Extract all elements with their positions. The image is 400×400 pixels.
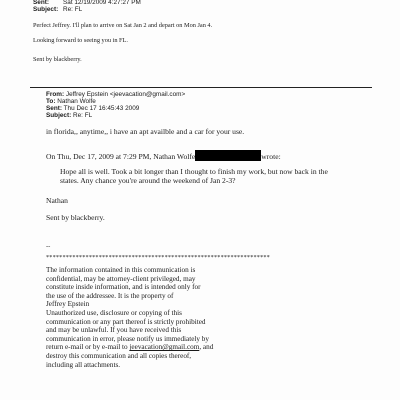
- notice-return-line: [46, 343, 213, 352]
- notice-line: and may be unlawful. If you have received this: [46, 326, 182, 335]
- reply-body: in florida,, anytime,, i have an apt availble and a car for your use.: [46, 127, 245, 136]
- top-sent-value: Sat 12/19/2009 4:27:27 PM: [63, 0, 141, 6]
- quote-intro-before: On Thu, Dec 17, 2009 at 7:29 PM, Nathan Wolfe: [46, 152, 196, 161]
- notice-line: destroy this communication and all copies thereof,: [46, 351, 192, 360]
- to-label: To:: [46, 98, 56, 105]
- quote-line-2: states. Any chance you're around the weekend of Jan 2-3?: [60, 176, 236, 185]
- quote-signature: Sent by blackberry.: [46, 213, 105, 222]
- notice-line: Unauthorized use, disclosure or copying of this: [46, 308, 182, 317]
- top-subject-line: [33, 6, 82, 14]
- first-message-line-1: Perfect Jeffrey. I'll plan to arrive on Sat Jan 2 and depart on Mon Jan 4.: [33, 22, 213, 29]
- first-message-signature: Sent by blackberry.: [33, 56, 82, 63]
- footer-stars: ********************************************************************: [46, 254, 270, 261]
- confidentiality-notice: [46, 266, 213, 369]
- top-subject-value: Re: FL: [63, 6, 83, 13]
- subject-label: Subject:: [46, 112, 72, 119]
- top-sent-label: Sent:: [33, 0, 49, 6]
- quote-intro: [46, 150, 281, 161]
- top-subject-label: Subject:: [33, 6, 59, 13]
- return-after: , and: [199, 343, 214, 352]
- subject-line: [46, 112, 92, 119]
- notice-line: the use of the addressee. It is the property of: [46, 291, 174, 300]
- to-value: Nathan Wolfe: [57, 98, 96, 105]
- subject-value: Re: FL: [73, 112, 93, 119]
- from-label: From:: [46, 91, 65, 98]
- notice-line: including all attachments.: [46, 360, 121, 369]
- notice-line: Jeffrey Epstein: [46, 300, 90, 309]
- redaction-box: [195, 150, 261, 161]
- notice-line: The information contained in this communication is: [46, 266, 196, 274]
- email-link[interactable]: jeevacation@gmail.com: [129, 343, 200, 352]
- notice-line: communication or any part thereof is strictly prohibited: [46, 317, 206, 326]
- notice-line: constitute inside information, and is intended only for: [46, 283, 201, 292]
- return-before: return e-mail or by e-mail to: [46, 343, 130, 352]
- quote-name: Nathan: [46, 196, 68, 205]
- from-value[interactable]: Jeffrey Epstein <jeevacation@gmail.com>: [65, 91, 186, 98]
- quote-line-1: Hope all is well. Took a bit longer than I thought to finish my work, but now back in the: [60, 167, 328, 176]
- footer-dashes: --: [46, 243, 51, 250]
- quote-intro-after: wrote:: [261, 152, 281, 161]
- sent-value: Thu Dec 17 16:45:43 2009: [63, 105, 140, 112]
- notice-line: communication in error, please notify us immediately by: [46, 334, 209, 343]
- first-message-line-2: Looking forward to seeing you in FL.: [33, 37, 128, 44]
- notice-line: confidential, may be attorney-client privileged, may: [46, 274, 196, 283]
- sent-label: Sent:: [46, 105, 62, 112]
- message-divider: [30, 87, 372, 88]
